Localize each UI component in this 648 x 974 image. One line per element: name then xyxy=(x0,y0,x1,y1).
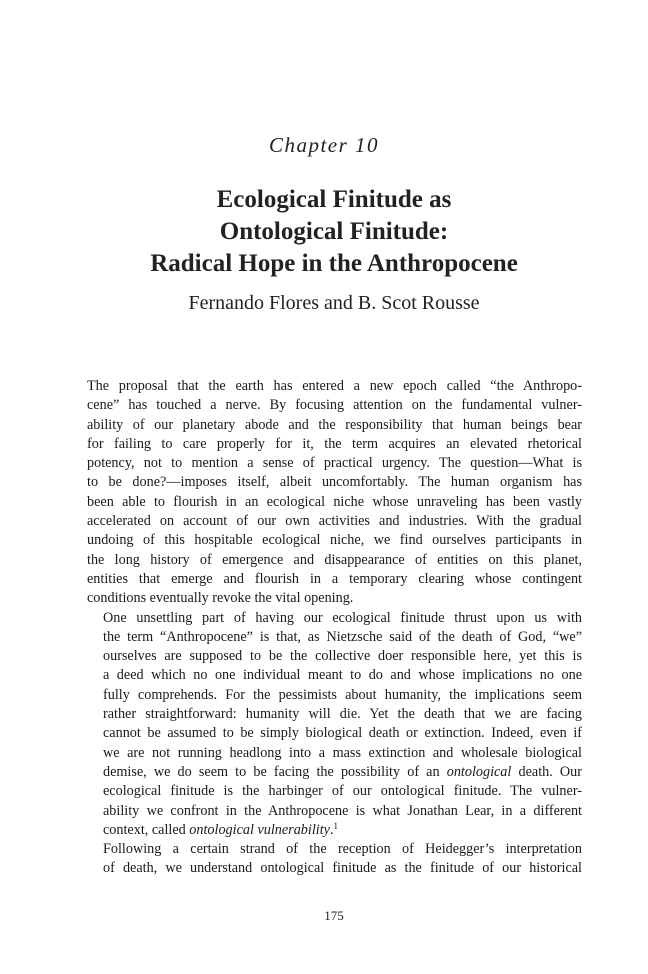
title-line-1: Ecological Finitude as xyxy=(216,186,452,213)
text-line: fully comprehends. For the pessimists about humanity, the implications seem xyxy=(103,686,582,703)
title-line-2: Ontological Finitude: xyxy=(219,218,449,245)
footnote-reference[interactable]: 1 xyxy=(333,820,338,831)
chapter-label: Chapter 10 xyxy=(268,133,380,157)
text-line: the term “Anthropocene” is that, as Nietzsche said of the death of God, “we” xyxy=(103,628,582,645)
text-line: we are not running headlong into a mass extinction and wholesale biological xyxy=(103,744,582,761)
title-line-3: Radical Hope in the Anthropocene xyxy=(150,250,518,277)
text-run: death. Our xyxy=(511,763,582,780)
paragraph-3 xyxy=(87,840,582,879)
text-line: One unsettling part of having our ecological finitude thrust upon us with xyxy=(103,609,582,626)
text-line: ability we confront in the Anthropocene is what Jonathan Lear, in a different xyxy=(103,802,582,819)
text-line: ecological finitude is the harbinger of our ontological finitude. The vulner- xyxy=(103,783,582,800)
text-line: the long history of emergence and disappearance of entities on this planet, xyxy=(87,551,582,568)
text-line: rather straightforward: humanity will die. Yet the death that we are facing xyxy=(103,706,582,723)
author-names: Fernando Flores and B. Scot Rousse xyxy=(188,292,480,314)
text-line: cene” has touched a nerve. By focusing attention on the fundamental vulner- xyxy=(87,397,582,414)
text-line: cannot be assumed to be simply biological death or extinction. Indeed, even if xyxy=(103,725,582,742)
text-line: entities that emerge and flourish in a temporary clearing whose contingent xyxy=(87,570,582,587)
text-line: undoing of this hospitable ecological niche, we find ourselves participants in xyxy=(87,532,582,549)
emphasis-text: ontological xyxy=(446,763,512,780)
text-run: context, called xyxy=(103,821,190,838)
text-line: to be done?—imposes itself, albeit uncomfortably. The human organism has xyxy=(87,474,582,491)
text-line: of death, we understand ontological finitude as the finitude of our historical xyxy=(103,860,582,877)
body-text xyxy=(87,377,582,879)
text-line: ability of our planetary abode and the responsibility that human beings bear xyxy=(87,416,582,433)
text-line: accelerated on account of our own activities and industries. With the gradual xyxy=(87,513,582,530)
text-line xyxy=(87,821,582,840)
chapter-title xyxy=(0,184,648,280)
text-line xyxy=(87,763,582,782)
text-line: conditions eventually revoke the vital opening. xyxy=(87,590,354,607)
text-line: a deed which no one individual meant to do and whose implications no one xyxy=(103,667,582,684)
text-line: Following a certain strand of the reception of Heidegger’s interpretation xyxy=(103,841,582,858)
paragraph-1 xyxy=(87,377,582,609)
text-line: been able to flourish in an ecological niche whose unraveling has been vastly xyxy=(87,493,582,510)
text-run: . xyxy=(329,821,334,838)
text-run: demise, we do seem to be facing the possibility of an xyxy=(103,763,447,780)
paragraph-2 xyxy=(87,609,582,841)
text-line: The proposal that the earth has entered a new epoch called “the Anthropo- xyxy=(87,378,582,394)
text-line: potency, not to mention a sense of practical urgency. The question—What is xyxy=(87,455,582,472)
text-line: for failing to care properly for it, the term acquires an elevated rhetorical xyxy=(87,435,582,452)
page-number: 175 xyxy=(324,908,344,923)
text-line: ourselves are supposed to be the collective doer responsible here, yet this is xyxy=(103,648,582,665)
emphasis-text: ontological vulnerability xyxy=(189,821,330,838)
